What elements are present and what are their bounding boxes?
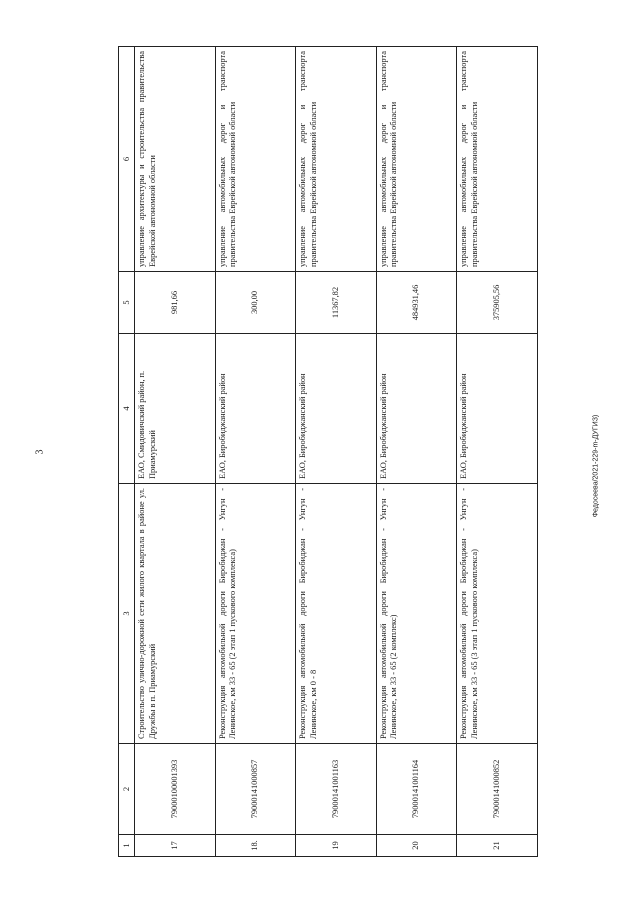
object-description: Строительство улично-дорожной сети жилого квартала в районе ул. Дружбы в п. Приамурский: [135, 484, 216, 744]
row-number: 19: [296, 835, 377, 857]
table-header-row: [119, 47, 135, 857]
object-code: 79000141000857: [215, 744, 296, 835]
header-col-6: 6: [119, 47, 135, 272]
header-col-3: 3: [119, 484, 135, 744]
object-location: ЕАО, Биробиджанский район: [296, 334, 377, 484]
object-location: ЕАО, Смидовичский район, п. Приамурский: [135, 334, 216, 484]
data-table: [118, 46, 538, 857]
table-row: [376, 47, 457, 857]
object-location: ЕАО, Биробиджанский район: [376, 334, 457, 484]
responsible-department: управление автомобильных дорог и транспорта правительства Еврейской автономной области: [296, 47, 377, 272]
object-location: ЕАО, Биробиджанский район: [457, 334, 538, 484]
header-col-1: 1: [119, 835, 135, 857]
header-col-5: 5: [119, 272, 135, 334]
object-amount: 11367,82: [296, 272, 377, 334]
row-number: 18.: [215, 835, 296, 857]
responsible-department: управление автомобильных дорог и транспорта правительства Еврейской автономной области: [215, 47, 296, 272]
table-row: [457, 47, 538, 857]
object-amount: 484931,46: [376, 272, 457, 334]
responsible-department: управление автомобильных дорог и транспорта правительства Еврейской автономной области: [376, 47, 457, 272]
header-col-2: 2: [119, 744, 135, 835]
responsible-department: управление архитектуры и строительства правительства Еврейской автономной области: [135, 47, 216, 272]
header-col-4: 4: [119, 334, 135, 484]
object-description: Реконструкция автомобильной дороги Биробиджан - Унгун - Ленинское, км 0 - 8: [296, 484, 377, 744]
object-amount: 300,00: [215, 272, 296, 334]
page-number: 3: [34, 449, 46, 455]
object-amount: 375905,56: [457, 272, 538, 334]
object-code: 79000141001164: [376, 744, 457, 835]
object-code: 79000100001393: [135, 744, 216, 835]
responsible-department: управление автомобильных дорог и транспорта правительства Еврейской автономной области: [457, 47, 538, 272]
object-location: ЕАО, Биробиджанский район: [215, 334, 296, 484]
object-amount: 981,66: [135, 272, 216, 334]
table-row: [296, 47, 377, 857]
table-container: [118, 47, 538, 857]
object-description: Реконструкция автомобильной дороги Биробиджан - Унгун - Ленинское, км 33 - 65 (2 этап 1 пускового комплекса): [215, 484, 296, 744]
object-description: Реконструкция автомобильной дороги Биробиджан - Унгун - Ленинское, км 33 - 65 (2 комплекс): [376, 484, 457, 744]
row-number: 17: [135, 835, 216, 857]
table-row: [215, 47, 296, 857]
row-number: 20: [376, 835, 457, 857]
object-code: 79000141000852: [457, 744, 538, 835]
row-number: 21: [457, 835, 538, 857]
object-code: 79000141001163: [296, 744, 377, 835]
table-row: [135, 47, 216, 857]
document-footer: Федосеева/2021-229-m-ДУГИЗ): [592, 414, 600, 518]
object-description: Реконструкция автомобильной дороги Биробиджан - Унгун - Ленинское, км 33 - 65 (3 этап 1 пускового комплекса): [457, 484, 538, 744]
